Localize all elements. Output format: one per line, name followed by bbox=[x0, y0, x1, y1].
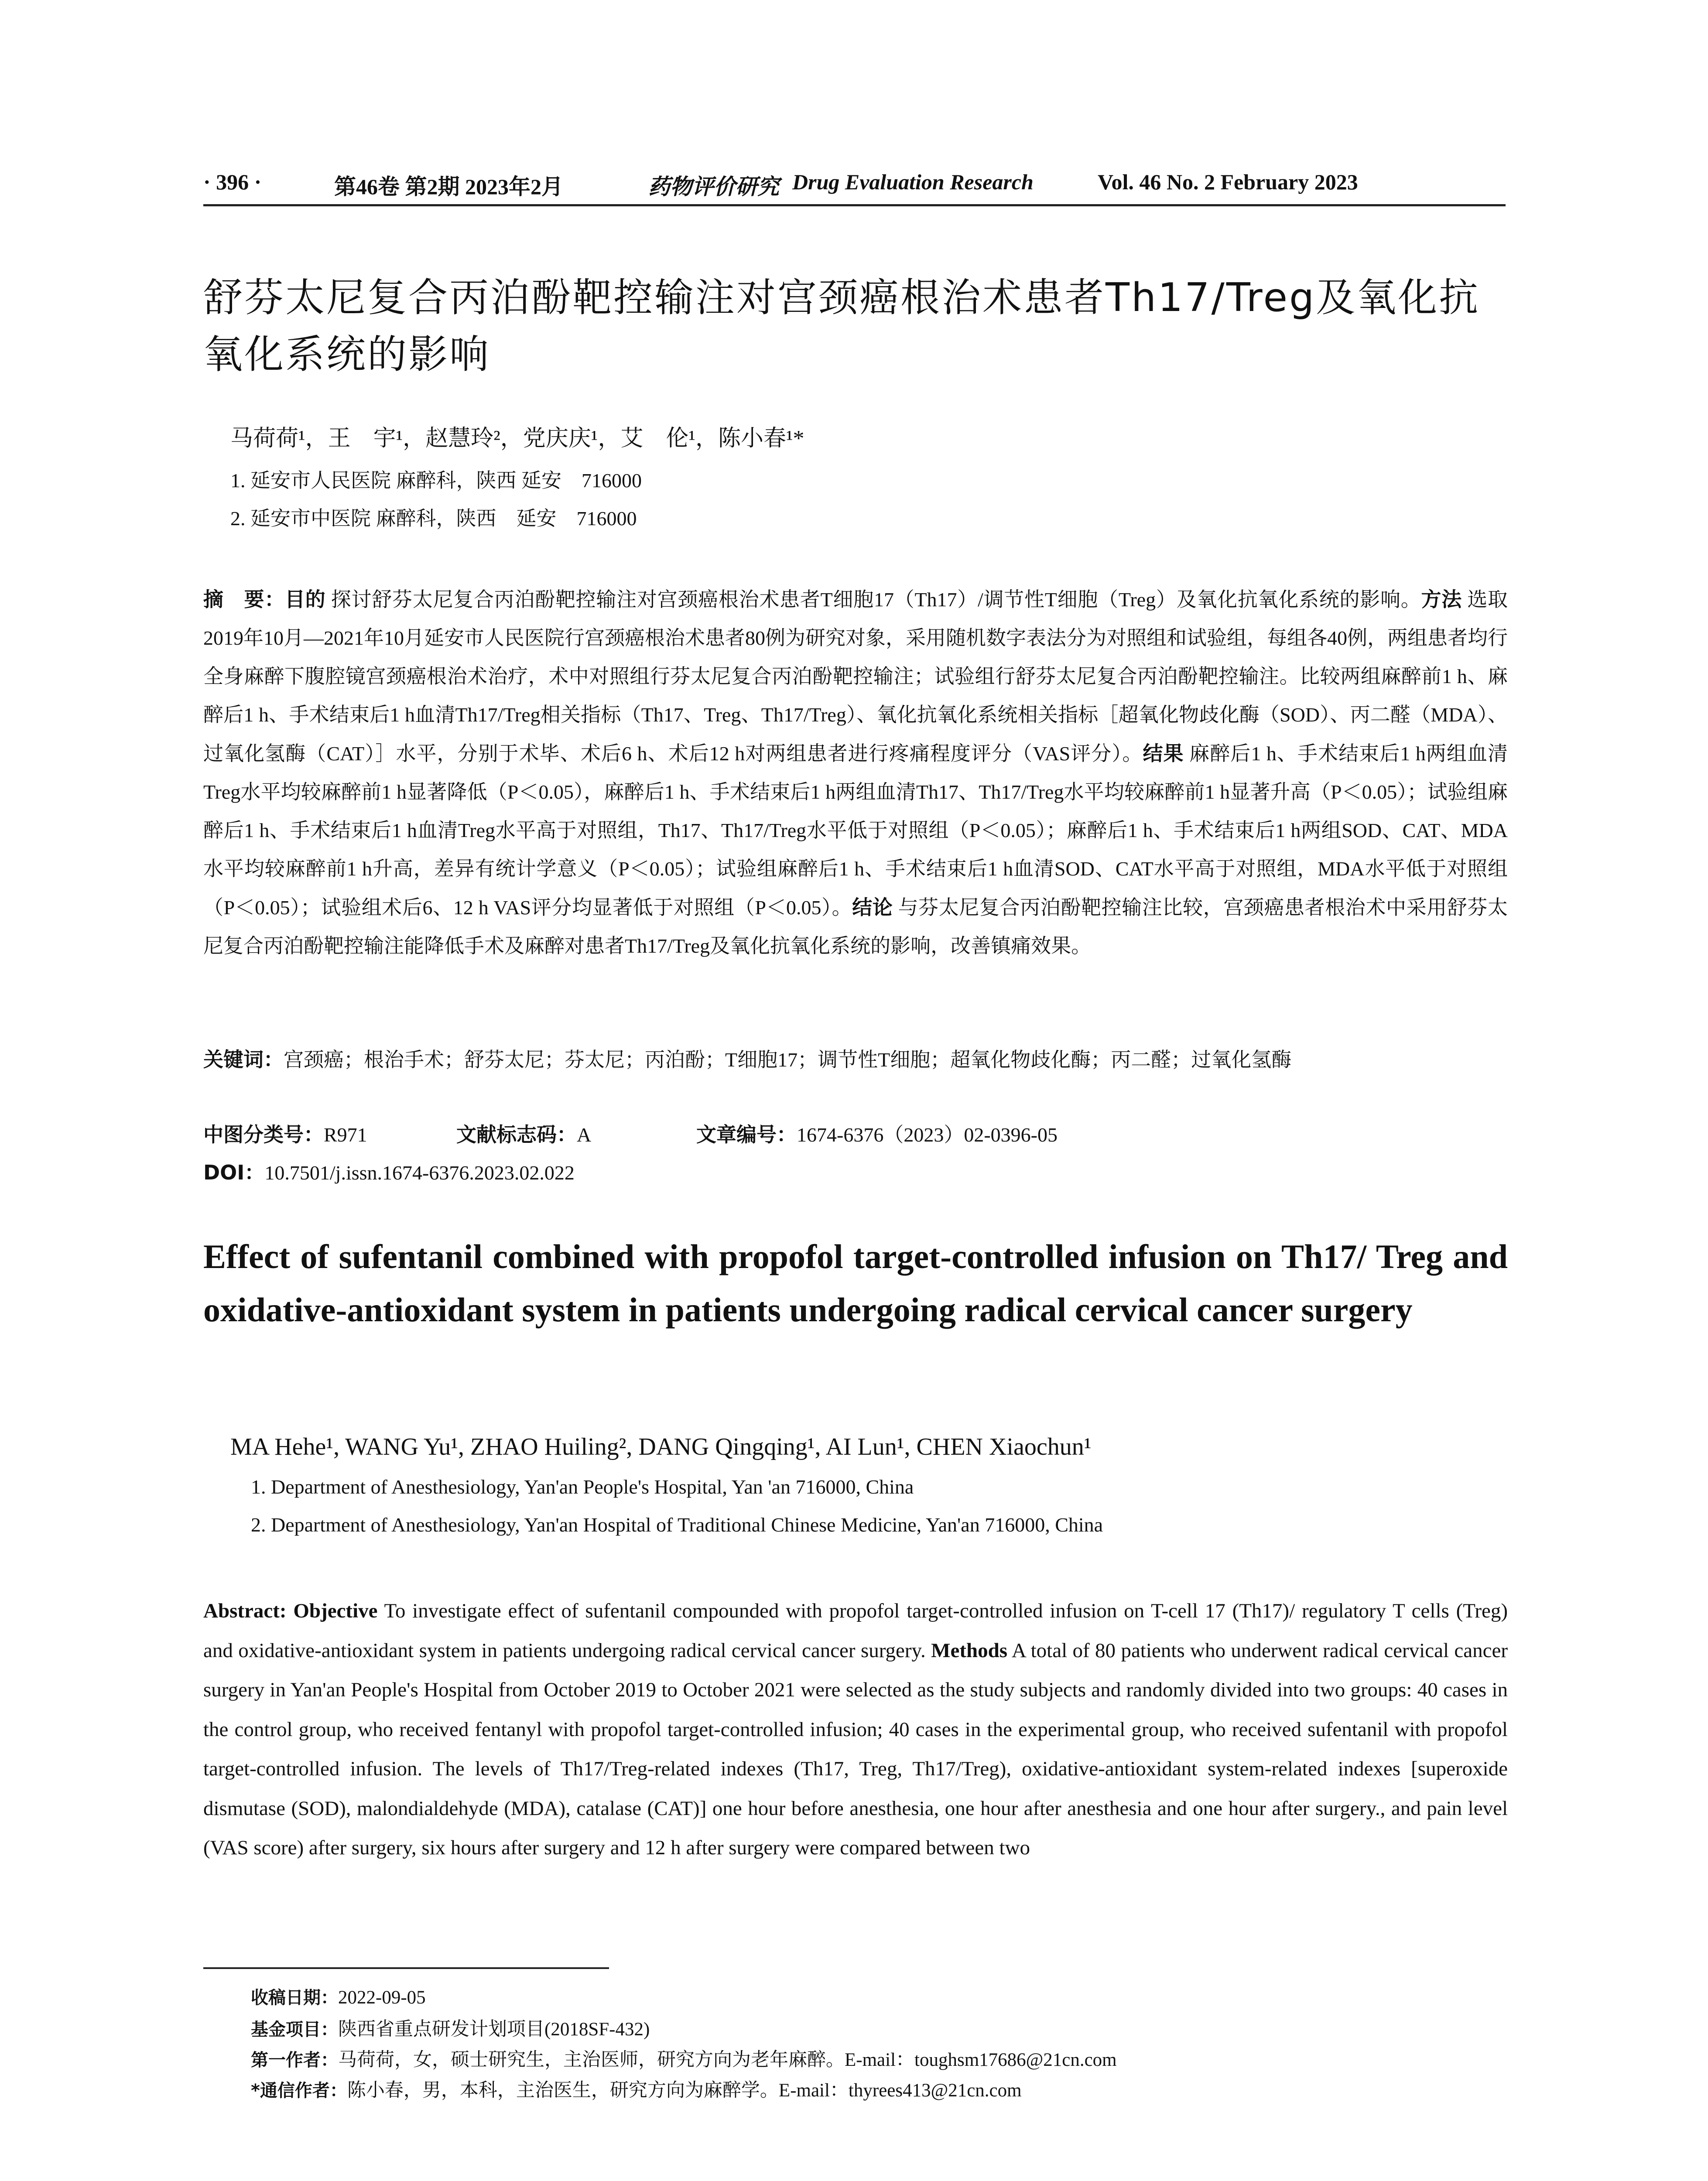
clc-label: 中图分类号： bbox=[203, 1123, 324, 1146]
keywords-cn bbox=[203, 1040, 1508, 1079]
objective-label-cn: 目的 bbox=[284, 588, 326, 611]
footnote-received-label: 收稿日期： bbox=[251, 1988, 338, 2008]
conclusion-label-cn: 结论 bbox=[852, 896, 893, 919]
footnote-divider bbox=[203, 1967, 609, 1969]
doi-label: DOI： bbox=[203, 1161, 265, 1184]
footnote-funding-label: 基金项目： bbox=[251, 2020, 338, 2040]
article-title-en: Effect of sufentanil combined with propofol target-controlled infusion on Th17/ Treg and oxidative-antioxidant system in patients undergoing radical cervical cancer surgery bbox=[203, 1237, 1508, 1329]
article-title-cn: 舒芬太尼复合丙泊酚靶控输注对宫颈癌根治术患者Th17/Treg及氧化抗氧化系统的影响 bbox=[203, 275, 1480, 377]
objective-text-en: To investigate effect of sufentanil compounded with propofol target-controlled infusion on T-cell 17 (Th17)/ regulatory T cells (Treg) and oxidative-antioxidant system in patients undergoing radical cervical cancer surgery. bbox=[203, 1600, 1508, 1662]
results-text-cn: 麻醉后1 h、手术结束后1 h两组血清Treg水平均较麻醉前1 h显著降低（P＜0.05），麻醉后1 h、手术结束后1 h两组血清Th17、Th17/Treg水平均较麻醉前1 h显著升高（P＜0.05）；试验组麻醉后1 h、手术结束后1 h血清Treg水平高于对照组，Th17、Th17/Treg水平低于对照组（P＜0.05）；麻醉后1 h、手术结束后1 h两组SOD、CAT、MDA水平均较麻醉前1 h升高，差异有统计学意义（P＜0.05）；试验组麻醉后1 h、手术结束后1 h血清SOD、CAT水平高于对照组，MDA水平低于对照组（P＜0.05）；试验组术后6、12 h VAS评分均显著低于对照组（P＜0.05）。 bbox=[203, 742, 1508, 919]
methods-text-cn: 选取2019年10月—2021年10月延安市人民医院行宫颈癌根治术患者80例为研究对象，采用随机数字表法分为对照组和试验组，每组各40例，两组患者均行全身麻醉下腹腔镜宫颈癌根治术治疗，术中对照组行芬太尼复合丙泊酚靶控输注；试验组行舒芬太尼复合丙泊酚靶控输注。比较两组麻醉前1 h、麻醉后1 h、手术结束后1 h血清Th17/Treg相关指标（Th17、Treg、Th17/Treg）、氧化抗氧化系统相关指标［超氧化物歧化酶（SOD）、丙二醛（MDA）、过氧化氢酶（CAT）］水平，分别于术毕、术后6 h、术后12 h对两组患者进行疼痛程度评分（VAS评分）。 bbox=[203, 588, 1508, 765]
affiliation-cn-2: 2. 延安市中医院 麻醉科，陕西 延安 716000 bbox=[230, 507, 637, 530]
footnote-first-author-label: 第一作者： bbox=[251, 2050, 338, 2070]
affiliation-cn-1: 1. 延安市人民医院 麻醉科，陕西 延安 716000 bbox=[230, 469, 642, 492]
doc-code-value: A bbox=[577, 1124, 592, 1146]
clc-value: R971 bbox=[324, 1124, 367, 1146]
footnote-funding bbox=[251, 2014, 650, 2041]
footnote-received bbox=[251, 1984, 426, 2009]
classification-line bbox=[203, 1119, 1058, 1148]
abstract-en bbox=[203, 1591, 1508, 1868]
page-number: · 396 · bbox=[203, 170, 262, 194]
affiliation-en-1: 1. Department of Anesthesiology, Yan'an People's Hospital, Yan 'an 716000, China bbox=[251, 1476, 914, 1498]
methods-label-cn: 方法 bbox=[1421, 588, 1462, 611]
footnote-first-author bbox=[251, 2045, 1117, 2072]
keywords-label-cn: 关键词： bbox=[203, 1048, 284, 1071]
abstract-cn bbox=[203, 580, 1508, 965]
affiliation-en-2: 2. Department of Anesthesiology, Yan'an Hospital of Traditional Chinese Medicine, Yan'an 716000, China bbox=[251, 1514, 1103, 1536]
authors-cn: 马荷荷¹，王 宇¹，赵慧玲²，党庆庆¹，艾 伦¹，陈小春¹* bbox=[230, 426, 804, 451]
methods-text-en: A total of 80 patients who underwent radical cervical cancer surgery in Yan'an People's Hospital from October 2019 to October 2021 were selected as the study subjects and randomly divided into two groups: 40 cases in the control group, who received fentanyl with propofol target-controlled infusion; 40 cases in the experimental group, who received sufentanil with propofol target-controlled infusion. The levels of Th17/Treg-related indexes (Th17, Treg, Th17/Treg), oxidative-antioxidant system-related indexes [superoxide dismutase (SOD), malondialdehyde (MDA), catalase (CAT)] one hour before anesthesia, one hour after anesthesia and one hour after surgery., and pain level (VAS score) after surgery, six hours after surgery and 12 h after surgery were compared between two bbox=[203, 1639, 1508, 1859]
footnote-corresponding bbox=[251, 2075, 1022, 2102]
running-header bbox=[203, 169, 1512, 200]
methods-label-en: Methods bbox=[931, 1639, 1008, 1662]
authors-en: MA Hehe¹, WANG Yu¹, ZHAO Huiling², DANG Qingqing¹, AI Lun¹, CHEN Xiaochun¹ bbox=[230, 1433, 1092, 1460]
keywords-text-cn: 宫颈癌；根治手术；舒芬太尼；芬太尼；丙泊酚；T细胞17；调节性T细胞；超氧化物歧化酶；丙二醛；过氧化氢酶 bbox=[284, 1049, 1292, 1071]
journal-name-cn: 药物评价研究 bbox=[648, 174, 779, 199]
doc-code-label: 文献标志码： bbox=[456, 1123, 577, 1146]
article-no-value: 1674-6376（2023）02-0396-05 bbox=[797, 1124, 1058, 1146]
footnote-first-author-text: 马荷荷，女，硕士研究生，主治医师，研究方向为老年麻醉。E-mail：toughsm17686@21cn.com bbox=[338, 2050, 1117, 2070]
footnote-funding-text: 陕西省重点研发计划项目(2018SF-432) bbox=[338, 2019, 650, 2040]
footnote-received-text: 2022-09-05 bbox=[338, 1987, 426, 2008]
conclusion-text-cn: 与芬太尼复合丙泊酚靶控输注比较，宫颈癌患者根治术中采用舒芬太尼复合丙泊酚靶控输注能降低手术及麻醉对患者Th17/Treg及氧化抗氧化系统的影响，改善镇痛效果。 bbox=[203, 896, 1508, 957]
journal-name-en: Drug Evaluation Research bbox=[792, 170, 1034, 194]
doi-value[interactable]: 10.7501/j.issn.1674-6376.2023.02.022 bbox=[264, 1162, 575, 1184]
volume-issue-en: Vol. 46 No. 2 February 2023 bbox=[1098, 170, 1358, 194]
doi-line bbox=[203, 1157, 575, 1186]
abstract-label-cn: 摘 要： bbox=[203, 588, 285, 611]
footnote-corresponding-label: *通信作者： bbox=[251, 2081, 347, 2101]
header-divider bbox=[203, 204, 1506, 206]
volume-issue-cn: 第46卷 第2期 2023年2月 bbox=[334, 174, 563, 199]
objective-text-cn: 探讨舒芬太尼复合丙泊酚靶控输注对宫颈癌根治术患者T细胞17（Th17）/调节性T细胞（Treg）及氧化抗氧化系统的影响。 bbox=[331, 588, 1421, 611]
article-no-label: 文章编号： bbox=[696, 1123, 797, 1146]
abstract-label-en: Abstract: Objective bbox=[203, 1600, 378, 1622]
results-label-cn: 结果 bbox=[1143, 742, 1184, 765]
footnote-corresponding-text: 陈小春，男，本科，主治医生，研究方向为麻醉学。E-mail：thyrees413@21cn.com bbox=[347, 2080, 1022, 2101]
